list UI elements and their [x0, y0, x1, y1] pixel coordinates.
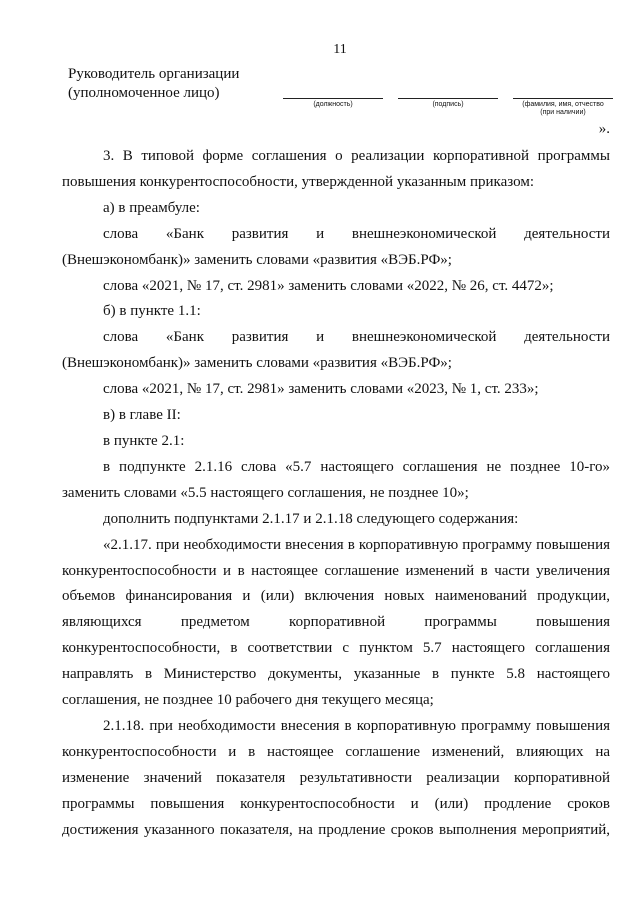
signature-caption: (подпись)	[432, 101, 464, 108]
item-a-preamble: а) в преамбуле:	[103, 199, 200, 216]
name-caption	[513, 101, 613, 117]
document-body	[62, 144, 610, 843]
paragraph-3-intro: 3. В типовой форме соглашения о реализации корпоративной программы повышения конкурентоспособности, утвержденной указанным приказом:	[62, 148, 610, 190]
position-line	[283, 98, 383, 99]
name-line	[513, 98, 613, 99]
position-field	[283, 98, 383, 118]
signature-field	[398, 98, 498, 118]
point-1-1-replace-bank: слова «Банк развития и внешнеэкономической деятельности (Внешэкономбанк)» заменить словами «развития «ВЭБ.РФ»;	[62, 329, 610, 372]
signer-title-line1: Руководитель организации	[68, 66, 240, 82]
signer-title-line2: (уполномоченное лицо)	[68, 85, 220, 101]
item-v-chapter-2: в) в главе II:	[103, 407, 181, 424]
preamble-replace-bank: слова «Банк развития и внешнеэкономической деятельности (Внешэкономбанк)» заменить словами «развития «ВЭБ.РФ»;	[62, 225, 610, 268]
item-b-point-1-1: б) в пункте 1.1:	[103, 303, 201, 320]
name-caption-line2: (при наличии)	[540, 109, 586, 116]
signer-title	[68, 65, 239, 103]
closing-quote: ».	[598, 121, 610, 137]
name-caption-line1: (фамилия, имя, отчество	[522, 101, 604, 108]
point-1-1-replace-citation: слова «2021, № 17, ст. 2981» заменить словами «2023, № 1, ст. 233»;	[103, 381, 539, 398]
subpoint-2-1-17: «2.1.17. при необходимости внесения в корпоративную программу повышения конкурентоспособности и в настоящее соглашение изменений в части увеличения объемов финансирования и (или) включения новых наименований продукции, являющихся предметом корпоративной программы повышения конкурентоспособности, в соответствии с пунктом 5.7 настоящего соглашения направлять в Министерство документы, указанные в пункте 5.8 настоящего соглашения, не позднее 10 рабочего дня текущего месяца;	[62, 536, 610, 709]
position-caption: (должность)	[313, 101, 353, 108]
subpoint-2-1-16: в подпункте 2.1.16 слова «5.7 настоящего соглашения не позднее 10-го» заменить словами «5.5 настоящего соглашения, не позднее 10»;	[62, 458, 610, 501]
page-number: 11	[333, 42, 347, 57]
name-field	[513, 98, 613, 118]
add-subpoints: дополнить подпунктами 2.1.17 и 2.1.18 следующего содержания:	[103, 510, 519, 527]
preamble-replace-citation: слова «2021, № 17, ст. 2981» заменить словами «2022, № 26, ст. 4472»;	[103, 277, 554, 294]
subpoint-2-1-18: 2.1.18. при необходимости внесения в корпоративную программу повышения конкурентоспособности и в настоящее соглашение изменений, влияющих на изменение значений показателя результативности реализации корпоративной программы повышения конкурентоспособности и (или) продление сроков достижения указанного показателя, на продление сроков выполнения мероприятий,	[62, 717, 610, 838]
point-2-1: в пункте 2.1:	[103, 432, 185, 449]
signature-line	[398, 98, 498, 99]
